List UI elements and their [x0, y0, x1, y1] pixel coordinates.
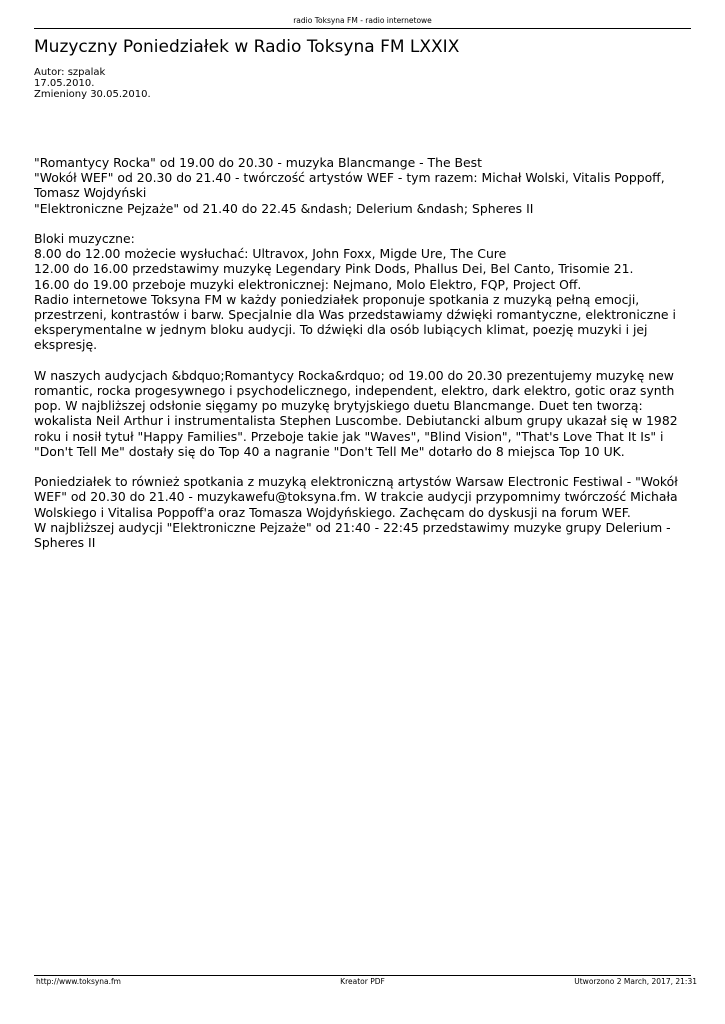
romantycy-paragraph: W naszych audycjach &bdquo;Romantycy Rocka&rdquo; od 19.00 do 20.30 prezentujemy muzykę new romantic, rocka progesywnego i psychodelicznego, independent, elektro, dark elektro, gotic oraz synth pop. W najbliższej odsłonie sięgamy po muzykę brytyjskiego duetu Blancmange. Duet ten tworzą: wokalista Neil Arthur i instrumentalista Stephen Luscombe. Debiutancki album grupy ukazał się w 1982 roku i nosił tytuł "Happy Families". Przeboje takie jak "Waves", "Blind Vision", "That's Love That It Is" i "Don't Tell Me" dostały się do Top 40 a nagranie "Don't Tell Me" dotarło do 8 miejsca Top 10 UK.: [34, 367, 678, 459]
block-line: 8.00 do 12.00 możecie wysłuchać: Ultravox, John Foxx, Migde Ure, The Cure: [34, 246, 507, 262]
pejzaze-paragraph: W najbliższej audycji "Elektroniczne Pejzaże" od 21:40 - 22:45 przedstawimy muzyke grupy Delerium - Spheres II: [34, 519, 671, 551]
paragraph-spacer: [34, 216, 684, 231]
created-date: 17.05.2010.: [34, 78, 95, 89]
footer-url: http://www.toksyna.fm: [36, 977, 121, 986]
footer-generator: Kreator PDF: [340, 977, 385, 986]
page-header: radio Toksyna FM - radio internetowe: [293, 16, 432, 25]
article-title: Muzyczny Poniedziałek w Radio Toksyna FM LXXIX: [34, 37, 460, 57]
schedule-line: "Wokół WEF" od 20.30 do 21.40 - twórczość artystów WEF - tym razem: Michał Wolski, Vitalis Poppoff, Tomasz Wojdyński: [34, 170, 665, 201]
article-body: [34, 155, 684, 550]
block-line: 16.00 do 19.00 przeboje muzyki elektronicznej: Nejmano, Molo Elektro, FQP, Project Off.: [34, 276, 582, 292]
paragraph-spacer: [34, 353, 684, 368]
blocks-heading: Bloki muzyczne:: [34, 231, 135, 246]
block-line: 12.00 do 16.00 przedstawimy muzykę Legendary Pink Dods, Phallus Dei, Bel Canto, Trisomie 21.: [34, 261, 634, 277]
schedule-line: "Romantycy Rocka" od 19.00 do 20.30 - muzyka Blancmange - The Best: [34, 155, 482, 170]
modified-date: Zmieniony 30.05.2010.: [34, 89, 151, 100]
footer-divider: [34, 975, 691, 976]
schedule-line: "Elektroniczne Pejzaże" od 21.40 do 22.45 &ndash; Delerium &ndash; Spheres II: [34, 200, 534, 216]
article-meta: [34, 67, 151, 100]
intro-paragraph: Radio internetowe Toksyna FM w każdy poniedziałek proponuje spotkania z muzyką pełną emocji, przestrzeni, kontrastów i barw. Specjalnie dla Was przedstawiamy dźwięki romantyczne, elektroniczne i eksperymentalne w jednym bloku audycji. To dźwięki dla osób lubiących klimat, poezję muzyki i jej ekspresję.: [34, 291, 676, 353]
footer-created-at: Utworzono 2 March, 2017, 21:31: [574, 977, 697, 986]
wef-paragraph: Poniedziałek to również spotkania z muzyką elektroniczną artystów Warsaw Electronic Festiwal - "Wokół WEF" od 20.30 do 21.40 - muzykawefu@toksyna.fm. W trakcie audycji przypomnimy twórczość Michała Wolskiego i Vitalisa Poppoff'a oraz Tomasza Wojdyńskiego. Zachęcam do dyskusji na forum WEF.: [34, 474, 678, 520]
paragraph-spacer: [34, 459, 684, 474]
header-divider: [34, 28, 691, 29]
author-line: Autor: szpalak: [34, 67, 106, 78]
